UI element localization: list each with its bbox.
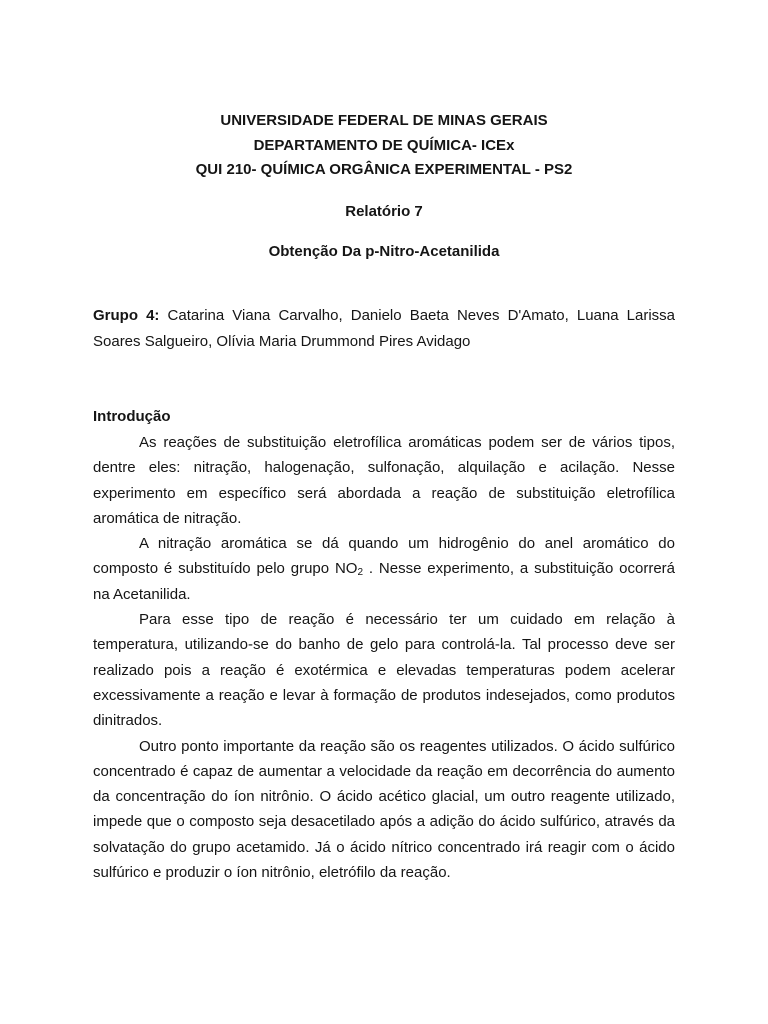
department-name: DEPARTAMENTO DE QUÍMICA- ICEx (253, 136, 515, 154)
paragraph-1: As reações de substituição eletrofílica aromáticas podem ser de vários tipos, dentre eles: nitração, halogenação, sulfonação, alquilação e acilação. Nesse experimento em específico será abordada a reação de substituição eletrofílica aromática de nitração. (93, 434, 675, 527)
subscript-two: 2 (357, 567, 364, 579)
introduction-body (93, 430, 675, 885)
university-name: UNIVERSIDADE FEDERAL DE MINAS GERAIS (220, 112, 548, 129)
paragraph-2-start: A nitração aromática se dá quando um hidrogênio do anel aromático do composto é substituído pelo grupo NO (93, 535, 675, 578)
subject-title: Obtenção Da p-Nitro-Acetanilida (268, 243, 500, 260)
group-names: Catarina Viana Carvalho, Danielo Baeta Neves D'Amato, Luana Larissa Soares Salgueiro, Olívia Maria Drummond Pires Avidago (93, 307, 676, 350)
introduction-heading: Introdução (93, 408, 171, 425)
paragraph-3: Para esse tipo de reação é necessário ter um cuidado em relação à temperatura, utilizando-se do banho de gelo para controlá-la. Tal processo deve ser realizado pois a reação é exotérmica e elevadas temperaturas podem acelerar excessivamente a reação e levar à formação de produtos indesejados, como produtos dinitrados. (93, 611, 675, 730)
report-number (0, 200, 768, 225)
group-members (93, 303, 675, 354)
paragraph-2 (93, 531, 675, 607)
paragraph-2-end: . Nesse experimento, a substituição ocorrerá na Acetanilida. (93, 560, 676, 603)
institution-header (0, 109, 768, 183)
group-label: Grupo 4: (93, 307, 160, 324)
paragraph-4: Outro ponto importante da reação são os reagentes utilizados. O ácido sulfúrico concentrado é capaz de aumentar a velocidade da reação em decorrência do aumento da concentração do íon nitrônio. O ácido acético glacial, um outro reagente utilizado, impede que o composto seja desacetilado após a adição do ácido sulfúrico, através da solvatação do grupo acetamido. Já o ácido nítrico concentrado irá reagir com o ácido sulfúrico e produzir o íon nitrônio, eletrófilo da reação. (93, 737, 675, 882)
report-subject (0, 240, 768, 265)
report-title: Relatório 7 (345, 203, 423, 220)
course-name: QUI 210- QUÍMICA ORGÂNICA EXPERIMENTAL - PS2 (195, 161, 573, 178)
